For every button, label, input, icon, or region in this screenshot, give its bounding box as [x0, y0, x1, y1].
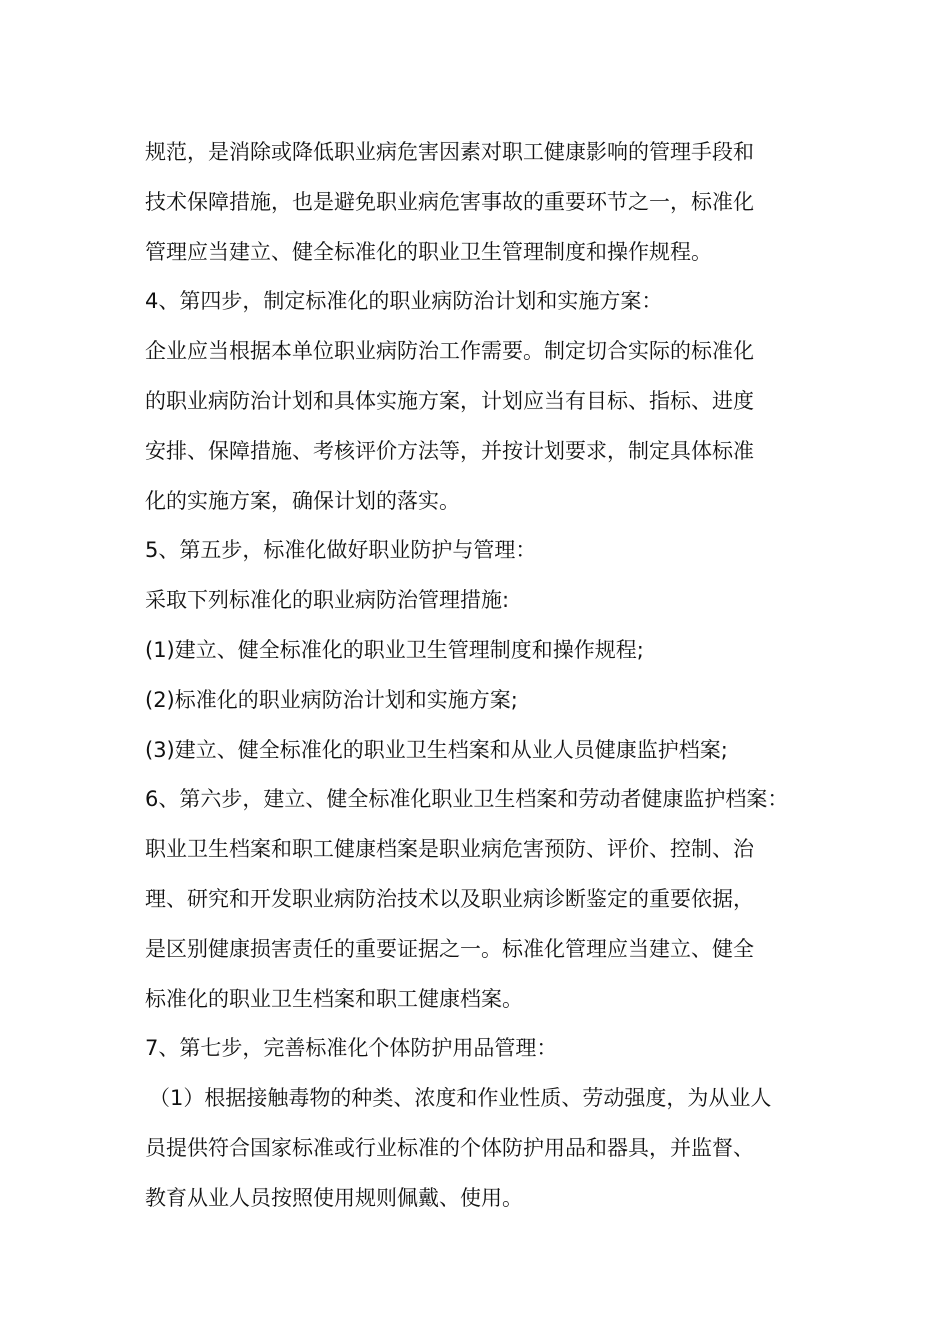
paragraph-line: 员提供符合国家标准或行业标准的个体防护用品和器具，并监督、 [145, 1135, 754, 1160]
step-heading: 5、第五步，标准化做好职业防护与管理： [145, 538, 537, 563]
paragraph-line: 教育从业人员按照使用规则佩戴、使用。 [145, 1185, 523, 1210]
paragraph-line: 采取下列标准化的职业病防治管理措施: [145, 588, 510, 613]
paragraph-line: 标准化的职业卫生档案和职工健康档案。 [145, 986, 523, 1011]
paragraph-line: 安排、保障措施、考核评价方法等，并按计划要求，制定具体标准 [145, 438, 754, 463]
paragraph-line: 企业应当根据本单位职业病防治工作需要。制定切合实际的标准化 [145, 339, 754, 364]
paragraph-line: 规范，是消除或降低职业病危害因素对职工健康影响的管理手段和 [145, 140, 754, 164]
paragraph-line: 技术保障措施，也是避免职业病危害事故的重要环节之一，标准化 [145, 189, 754, 214]
paragraph-line: 管理应当建立、健全标准化的职业卫生管理制度和操作规程。 [145, 239, 712, 264]
paragraph-line: 理、研究和开发职业病防治技术以及职业病诊断鉴定的重要依据， [145, 886, 754, 911]
step-heading: 7、第七步，完善标准化个体防护用品管理： [145, 1036, 558, 1061]
list-item: (2)标准化的职业病防治计划和实施方案; [145, 687, 518, 712]
step-heading: 6、第六步，建立、健全标准化职业卫生档案和劳动者健康监护档案： [145, 787, 789, 812]
paragraph-line: 的职业病防治计划和具体实施方案，计划应当有目标、指标、进度 [145, 388, 754, 413]
paragraph-line: 化的实施方案，确保计划的落实。 [145, 488, 460, 513]
list-item: （1）根据接触毒物的种类、浓度和作业性质、劳动强度，为从业人 [149, 1086, 772, 1111]
list-item: (3)建立、健全标准化的职业卫生档案和从业人员健康监护档案; [145, 737, 728, 762]
step-heading: 4、第四步，制定标准化的职业病防治计划和实施方案： [145, 289, 663, 314]
paragraph-line: 是区别健康损害责任的重要证据之一。标准化管理应当建立、健全 [145, 936, 754, 961]
list-item: (1)建立、健全标准化的职业卫生管理制度和操作规程; [145, 637, 644, 662]
document-body [145, 128, 835, 1224]
paragraph-line: 职业卫生档案和职工健康档案是职业病危害预防、评价、控制、治 [145, 837, 754, 862]
